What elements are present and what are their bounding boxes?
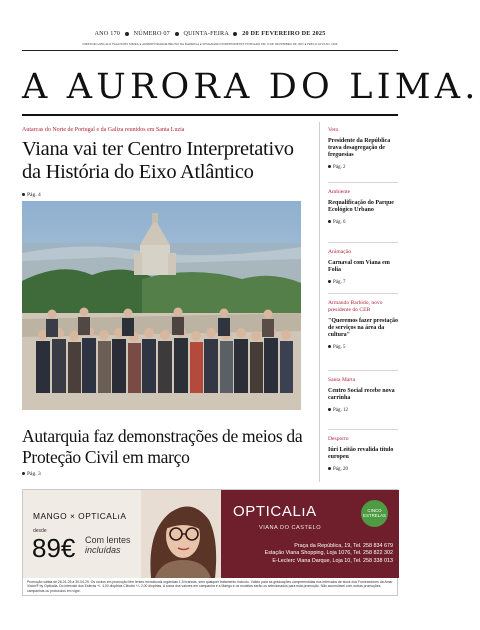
bullet-icon	[328, 280, 331, 283]
sidebar-title: Requalificação do Parque Ecológico Urbano	[328, 200, 394, 213]
bullet-icon	[328, 408, 331, 411]
second-headline[interactable]: Autarquia faz demonstrações de meios da Proteção Civil em março	[22, 426, 303, 467]
store-address: Praça da República, 19, Tel. 258 834 679	[294, 543, 393, 549]
sidebar-item-animacao[interactable]	[328, 249, 398, 285]
sidebar-title: Centro Social recebe nova carrinha	[328, 388, 395, 401]
sidebar-page-ref: Pág. 20	[328, 467, 398, 472]
bullet-icon	[328, 345, 331, 348]
sidebar-category: Animação	[328, 249, 351, 255]
sidebar-item-desporto[interactable]	[328, 436, 398, 472]
ad-fineprint: Promoção válida de 26-01-25 a 30-04-25. Os óculos em promoção têm lentes monofocais orgânicas 1,5 brancas, sem qualquer tratamento incluído. Válido para as graduações compreendidas nos intervalos de stock dos Fornecedores da Amar Vision® by Opticalia. Do intervalo dos Esferas +/- 4,00 dioptrias Cilindro +/- 2,00 dioptrias. A soma dos valores em campanha e a Mango e os modelos serão os selecionados para esta promoção. Não acumulável com outras promoções, campanhas ou protocolos em vigor.	[27, 580, 393, 593]
sidebar-page-ref: Pág. 6	[328, 220, 398, 225]
page-ref-label: Pág. 3	[27, 471, 41, 477]
sidebar-category: Desporto	[328, 436, 349, 442]
ad-promo-panel	[23, 490, 221, 578]
ad-price-note-line: Com lentes	[85, 535, 131, 545]
opticalia-logo: OPTICALıA	[233, 503, 317, 520]
sidebar-category: Ambiente	[328, 189, 351, 195]
bullet-icon	[328, 165, 331, 168]
bullet-icon	[328, 220, 331, 223]
sidebar-page-ref: Pág. 7	[328, 280, 398, 285]
model-portrait-illustration	[141, 490, 221, 578]
issue-info-line	[22, 30, 398, 37]
issue-year: ANO 170	[94, 30, 121, 37]
masthead-top-rule	[22, 50, 398, 51]
store-address: Estação Viana Shopping, Loja 1076, Tel. 258 822 302	[264, 550, 393, 557]
opticalia-advertisement[interactable]	[22, 489, 398, 596]
ad-store-panel	[221, 490, 399, 578]
badge-line: CINCO	[367, 508, 382, 513]
sidebar-divider	[319, 122, 320, 482]
cinco-estrelas-badge	[361, 500, 388, 527]
ad-brand-line: MANGO × OPTICALıA	[33, 511, 127, 521]
sidebar-rule	[328, 293, 398, 294]
bullet-icon	[328, 467, 331, 470]
sidebar-rule	[328, 182, 398, 183]
masthead-credits: DIRETOR GONÇALO FAGUNDES MEIRA ● ADMINISTRADOR BRUNO DA BARROSA ● SEMANÁRIO INDEPENDENTE FUNDADO EM 15 DE DEZEMBRO DE 1855 ● PREÇO AVULSO 1,00€	[82, 42, 338, 46]
sidebar-category: Armando Barbido, novo presidente do CEB	[328, 300, 383, 313]
sidebar-category: Santa Marta	[328, 377, 356, 383]
sidebar-item-ambiente[interactable]	[328, 189, 398, 225]
badge-line: ESTRELAS	[363, 513, 386, 518]
ad-price: 89€	[32, 533, 76, 563]
main-story-kicker: Autarcas do Norte de Portugal e da Galiza reunidos em Santa Luzia	[22, 127, 185, 133]
bullet-icon	[175, 32, 179, 36]
masthead-bottom-rule	[22, 114, 398, 116]
store-city: VIANA DO CASTELO	[259, 525, 322, 531]
sidebar-item-interview[interactable]	[328, 300, 398, 350]
bullet-icon	[125, 32, 129, 36]
page-ref-label: Pág. 4	[27, 192, 41, 198]
bullet-icon	[22, 193, 25, 196]
issue-date: 20 DE FEVEREIRO DE 2025	[242, 30, 326, 37]
sidebar-category: Veto	[328, 127, 339, 133]
sidebar-rule	[328, 429, 398, 430]
main-story-page-ref[interactable]	[22, 192, 41, 198]
sidebar-page-ref: Pág. 2	[328, 165, 398, 170]
main-headline[interactable]: Viana vai ter Centro Interpretativo da História do Eixo Atlântico	[22, 138, 294, 183]
sidebar-title: Carnaval com Viana em Folia	[328, 260, 390, 273]
sidebar-rule	[328, 370, 398, 371]
sidebar-title: Iúri Leitão revalida título europeu	[328, 447, 394, 460]
sidebar-title: Presidente da República trava desagregação de freguesias	[328, 138, 391, 158]
sidebar-page-ref: Pág. 5	[328, 345, 398, 350]
group-photo-illustration	[22, 201, 301, 410]
group-photo-santa-luzia	[22, 201, 301, 410]
ad-price-note-line: incluídas	[85, 545, 121, 555]
issue-number: NÚMERO 07	[133, 30, 170, 37]
ad-price-note	[85, 535, 131, 555]
bullet-icon	[22, 472, 25, 475]
newspaper-title: A AURORA DO LIMA.	[22, 67, 480, 107]
store-addresses	[237, 543, 393, 565]
store-address: E-Leclerc Viana Darque, Loja 10, Tel. 258 338 013	[272, 557, 393, 564]
sidebar-item-veto[interactable]	[328, 127, 398, 170]
sidebar-title: "Queremos fazer prestação de serviços na área da cultura"	[328, 318, 398, 338]
bullet-icon	[233, 32, 237, 36]
issue-weekday: QUINTA-FEIRA	[183, 30, 229, 37]
sidebar-rule	[328, 242, 398, 243]
sidebar-page-ref: Pág. 12	[328, 408, 398, 413]
ad-desde-label: desde	[33, 528, 47, 534]
second-story-page-ref[interactable]	[22, 471, 41, 477]
sidebar-item-santa-marta[interactable]	[328, 377, 398, 413]
